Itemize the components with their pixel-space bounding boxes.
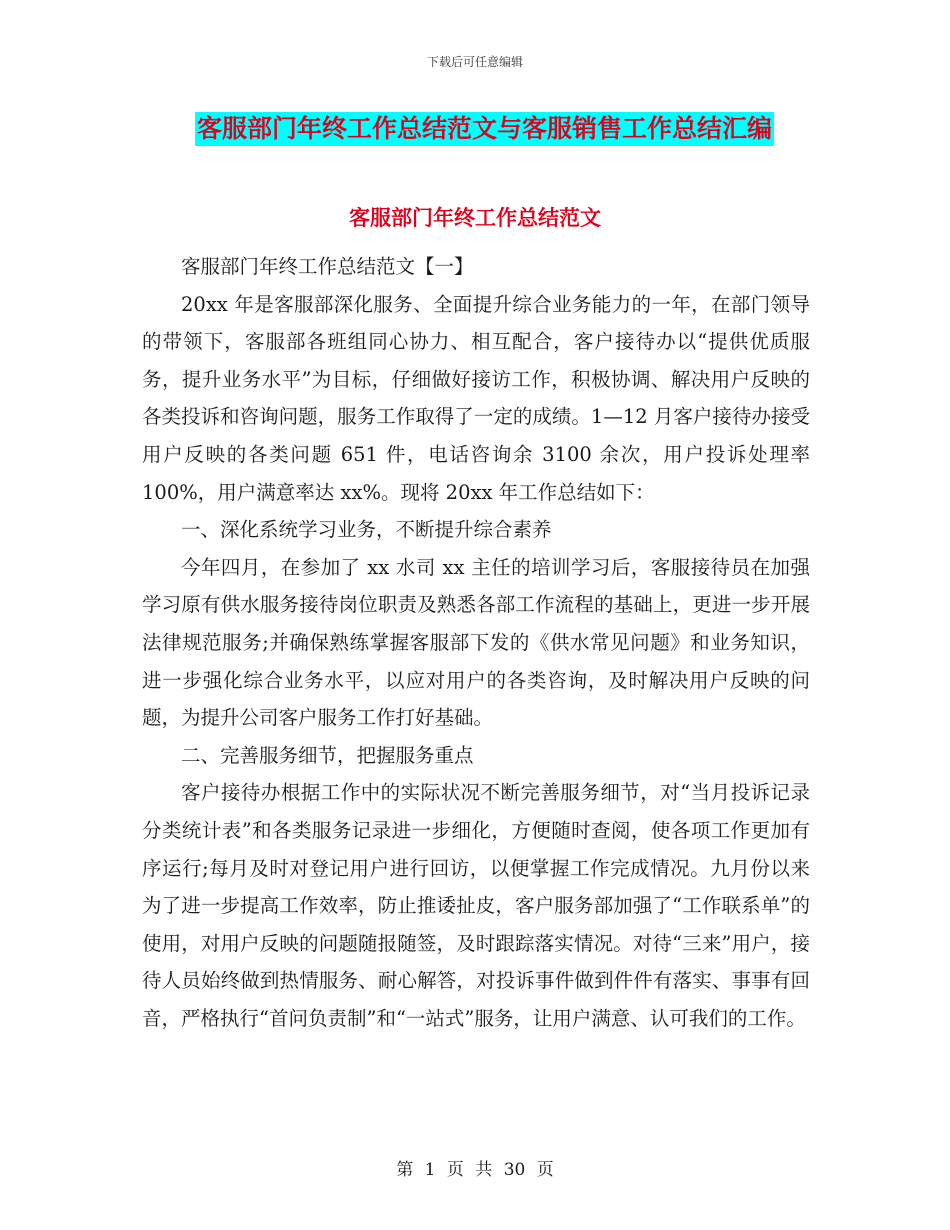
paragraph-heading: 二、完善服务细节，把握服务重点: [181, 743, 474, 767]
paragraph: 客服部门年终工作总结范文【一】: [181, 255, 474, 278]
paragraph: 20xx 年是客服部深化服务、全面提升综合业务能力的一年，在部门领导的带领下，客服部各班组同心协力、相互配合，客户接待办以“提供优质服务，提升业务水平”为目标，仔细做好接访工作，积极协调、解决用户反映的各类投诉和咨询问题，服务工作取得了一定的成绩。1—12 月客户接待办接受用户反映的各类问题 651 件，电话咨询余 3100 余次，用户投诉处理率 100%，用户满意率达 xx%。现将 20xx 年工作总结如下：: [142, 292, 810, 504]
section-title: 客服部门年终工作总结范文: [349, 206, 601, 230]
paragraph-heading: 一、深化系统学习业务，不断提升综合素养: [181, 518, 552, 542]
page-number: 第 1 页 共 30 页: [396, 1160, 554, 1180]
paragraph: 今年四月，在参加了 xx 水司 xx 主任的培训学习后，客服接待员在加强学习原有供水服务接待岗位职责及熟悉各部工作流程的基础上，更进一步开展法律规范服务;并确保熟练掌握客服部下发的《供水常见问题》和业务知识，进一步强化综合业务水平，以应对用户的各类咨询，及时解决用户反映的问题，为提升公司客户服务工作打好基础。: [142, 555, 810, 730]
paragraph: 客户接待办根据工作中的实际状况不断完善服务细节，对“当月投诉记录分类统计表”和各类服务记录进一步细化，方便随时查阅，使各项工作更加有序运行;每月及时对登记用户进行回访，以便掌握工作完成情况。九月份以来为了进一步提高工作效率，防止推诿扯皮，客户服务部加强了“工作联系单”的使用，对用户反映的问题随报随签，及时跟踪落实情况。对待“三来”用户，接待人员始终做到热情服务、耐心解答，对投诉事件做到件件有落实、事事有回音，严格执行“首问负责制”和“一站式”服务，让用户满意、认可我们的工作。: [142, 781, 810, 1030]
document-title: 客服部门年终工作总结范文与客服销售工作总结汇编: [195, 112, 774, 146]
header-note: 下载后可任意编辑: [426, 55, 523, 69]
document-body: [142, 248, 810, 1037]
